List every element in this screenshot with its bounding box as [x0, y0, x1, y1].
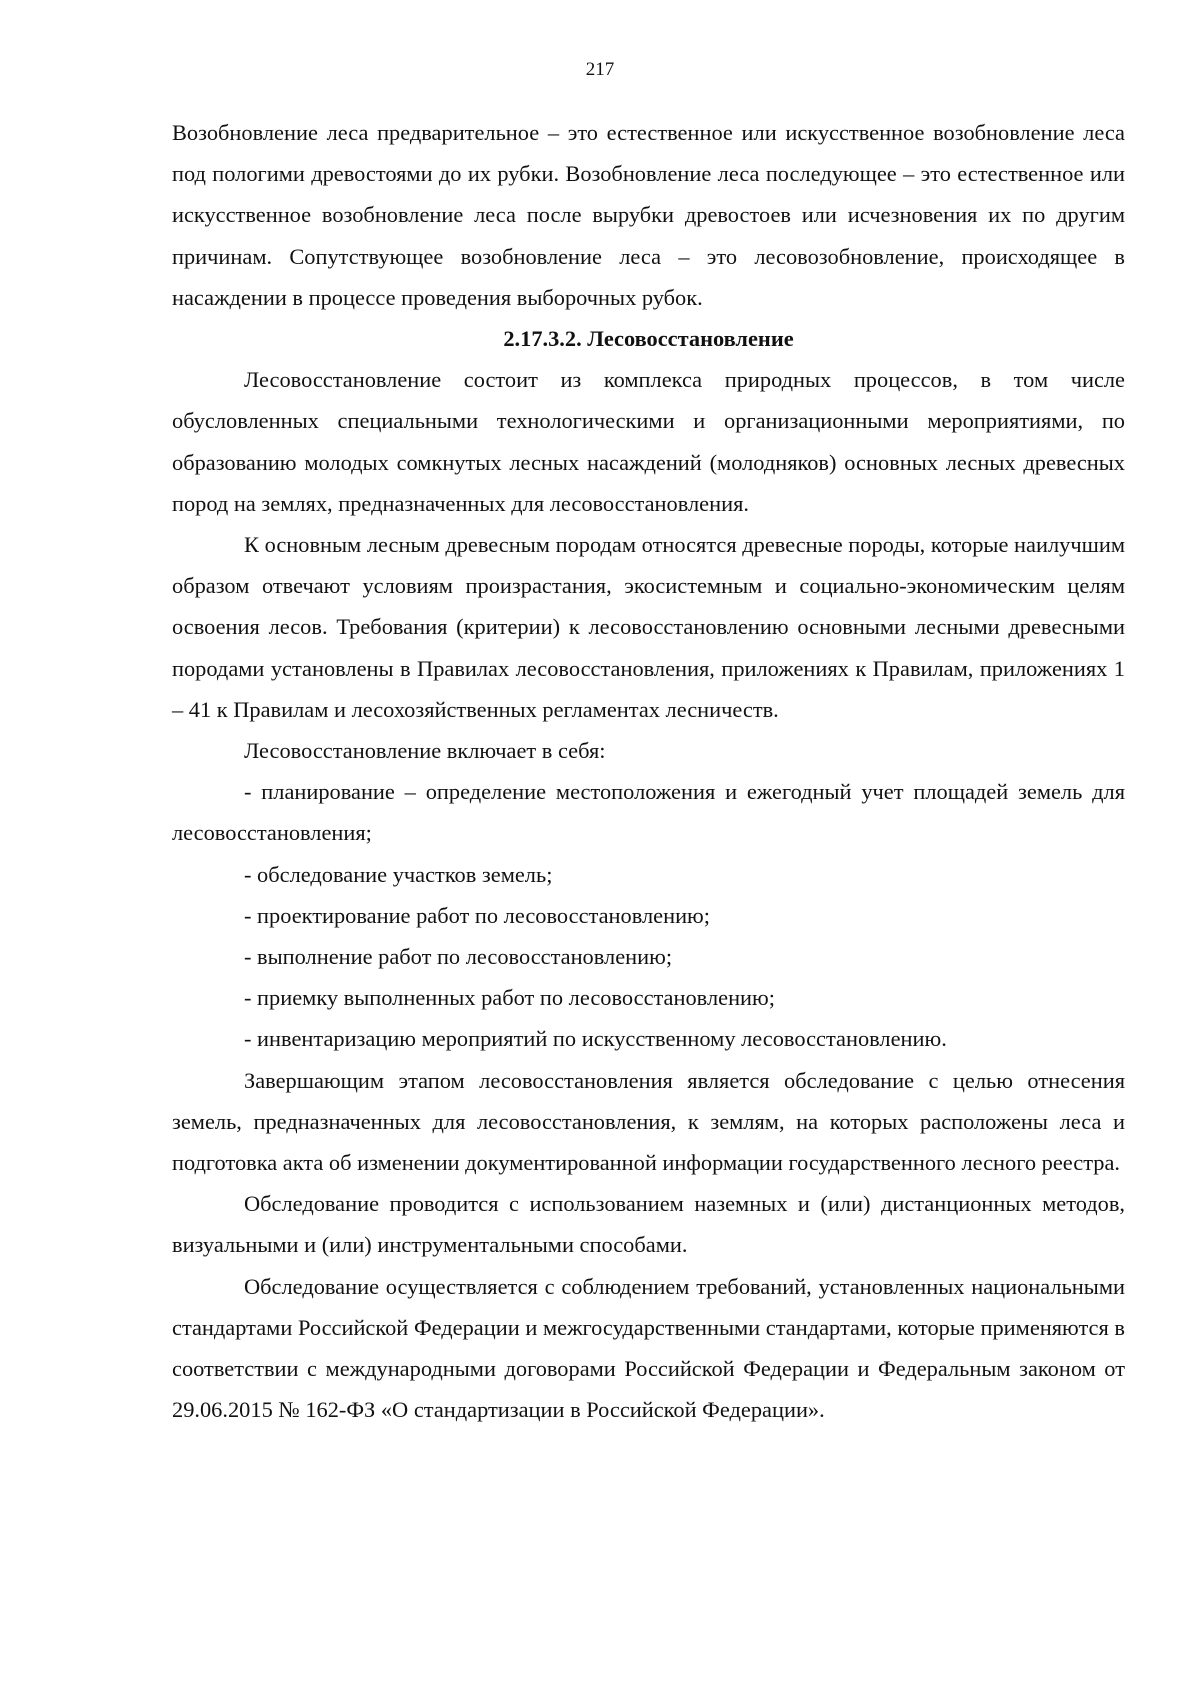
list-item: - планирование – определение местоположения и ежегодный учет площадей земель для лесовосстановления;: [172, 779, 1125, 846]
paragraph-reforestation-definition: Лесовосстановление состоит из комплекса природных процессов, в том числе обусловленных специальными технологическими и организационными мероприятиями, по образованию молодых сомкнутых лесных насаждений (молодняков) основных лесных древесных пород на землях, предназначенных для лесовосстановления.: [172, 367, 1125, 516]
section-heading: 2.17.3.2. Лесовосстановление: [503, 326, 794, 352]
page-number: 217: [585, 59, 615, 80]
document-body: [172, 112, 1125, 1431]
paragraph-forest-renewal: Возобновление леса предварительное – это естественное или искусственное возобновление леса под пологими древостоями до их рубки. Возобновление леса последующее – это естественное или искусственное возобновление леса после вырубки древостоев или исчезновения их по другим причинам. Сопутствующее возобновление леса – это лесовозобновление, происходящее в насаждении в процессе проведения выборочных рубок.: [172, 120, 1125, 310]
paragraph-survey-standards: Обследование осуществляется с соблюдением требований, установленных национальными стандартами Российской Федерации и межгосударственными стандартами, которые применяются в соответствии с международными договорами Российской Федерации и Федеральным законом от 29.06.2015 № 162-ФЗ «О стандартизации в Российской Федерации».: [172, 1273, 1125, 1423]
list-item: - обследование участков земель;: [244, 861, 553, 887]
paragraph-includes: Лесовосстановление включает в себя:: [244, 738, 606, 764]
list-item: - приемку выполненных работ по лесовосстановлению;: [244, 985, 775, 1011]
paragraph-survey-methods: Обследование проводится с использованием наземных и (или) дистанционных методов, визуальными и (или) инструментальными способами.: [172, 1191, 1125, 1258]
list-item: - выполнение работ по лесовосстановлению;: [244, 944, 673, 970]
list-item: - проектирование работ по лесовосстановлению;: [244, 902, 711, 928]
list-item: - инвентаризацию мероприятий по искусственному лесовосстановлению.: [244, 1026, 947, 1052]
paragraph-main-species: К основным лесным древесным породам относятся древесные породы, которые наилучшим образом отвечают условиям произрастания, экосистемным и социально-экономическим целям освоения лесов. Требования (критерии) к лесовосстановлению основными лесными древесными породами установлены в Правилах лесовосстановления, приложениях к Правилам, приложениях 1 – 41 к Правилам и лесохозяйственных регламентах лесничеств.: [172, 532, 1125, 722]
paragraph-final-stage: Завершающим этапом лесовосстановления является обследование с целью отнесения земель, предназначенных для лесовосстановления, к землям, на которых расположены леса и подготовка акта об изменении документированной информации государственного лесного реестра.: [172, 1067, 1125, 1176]
